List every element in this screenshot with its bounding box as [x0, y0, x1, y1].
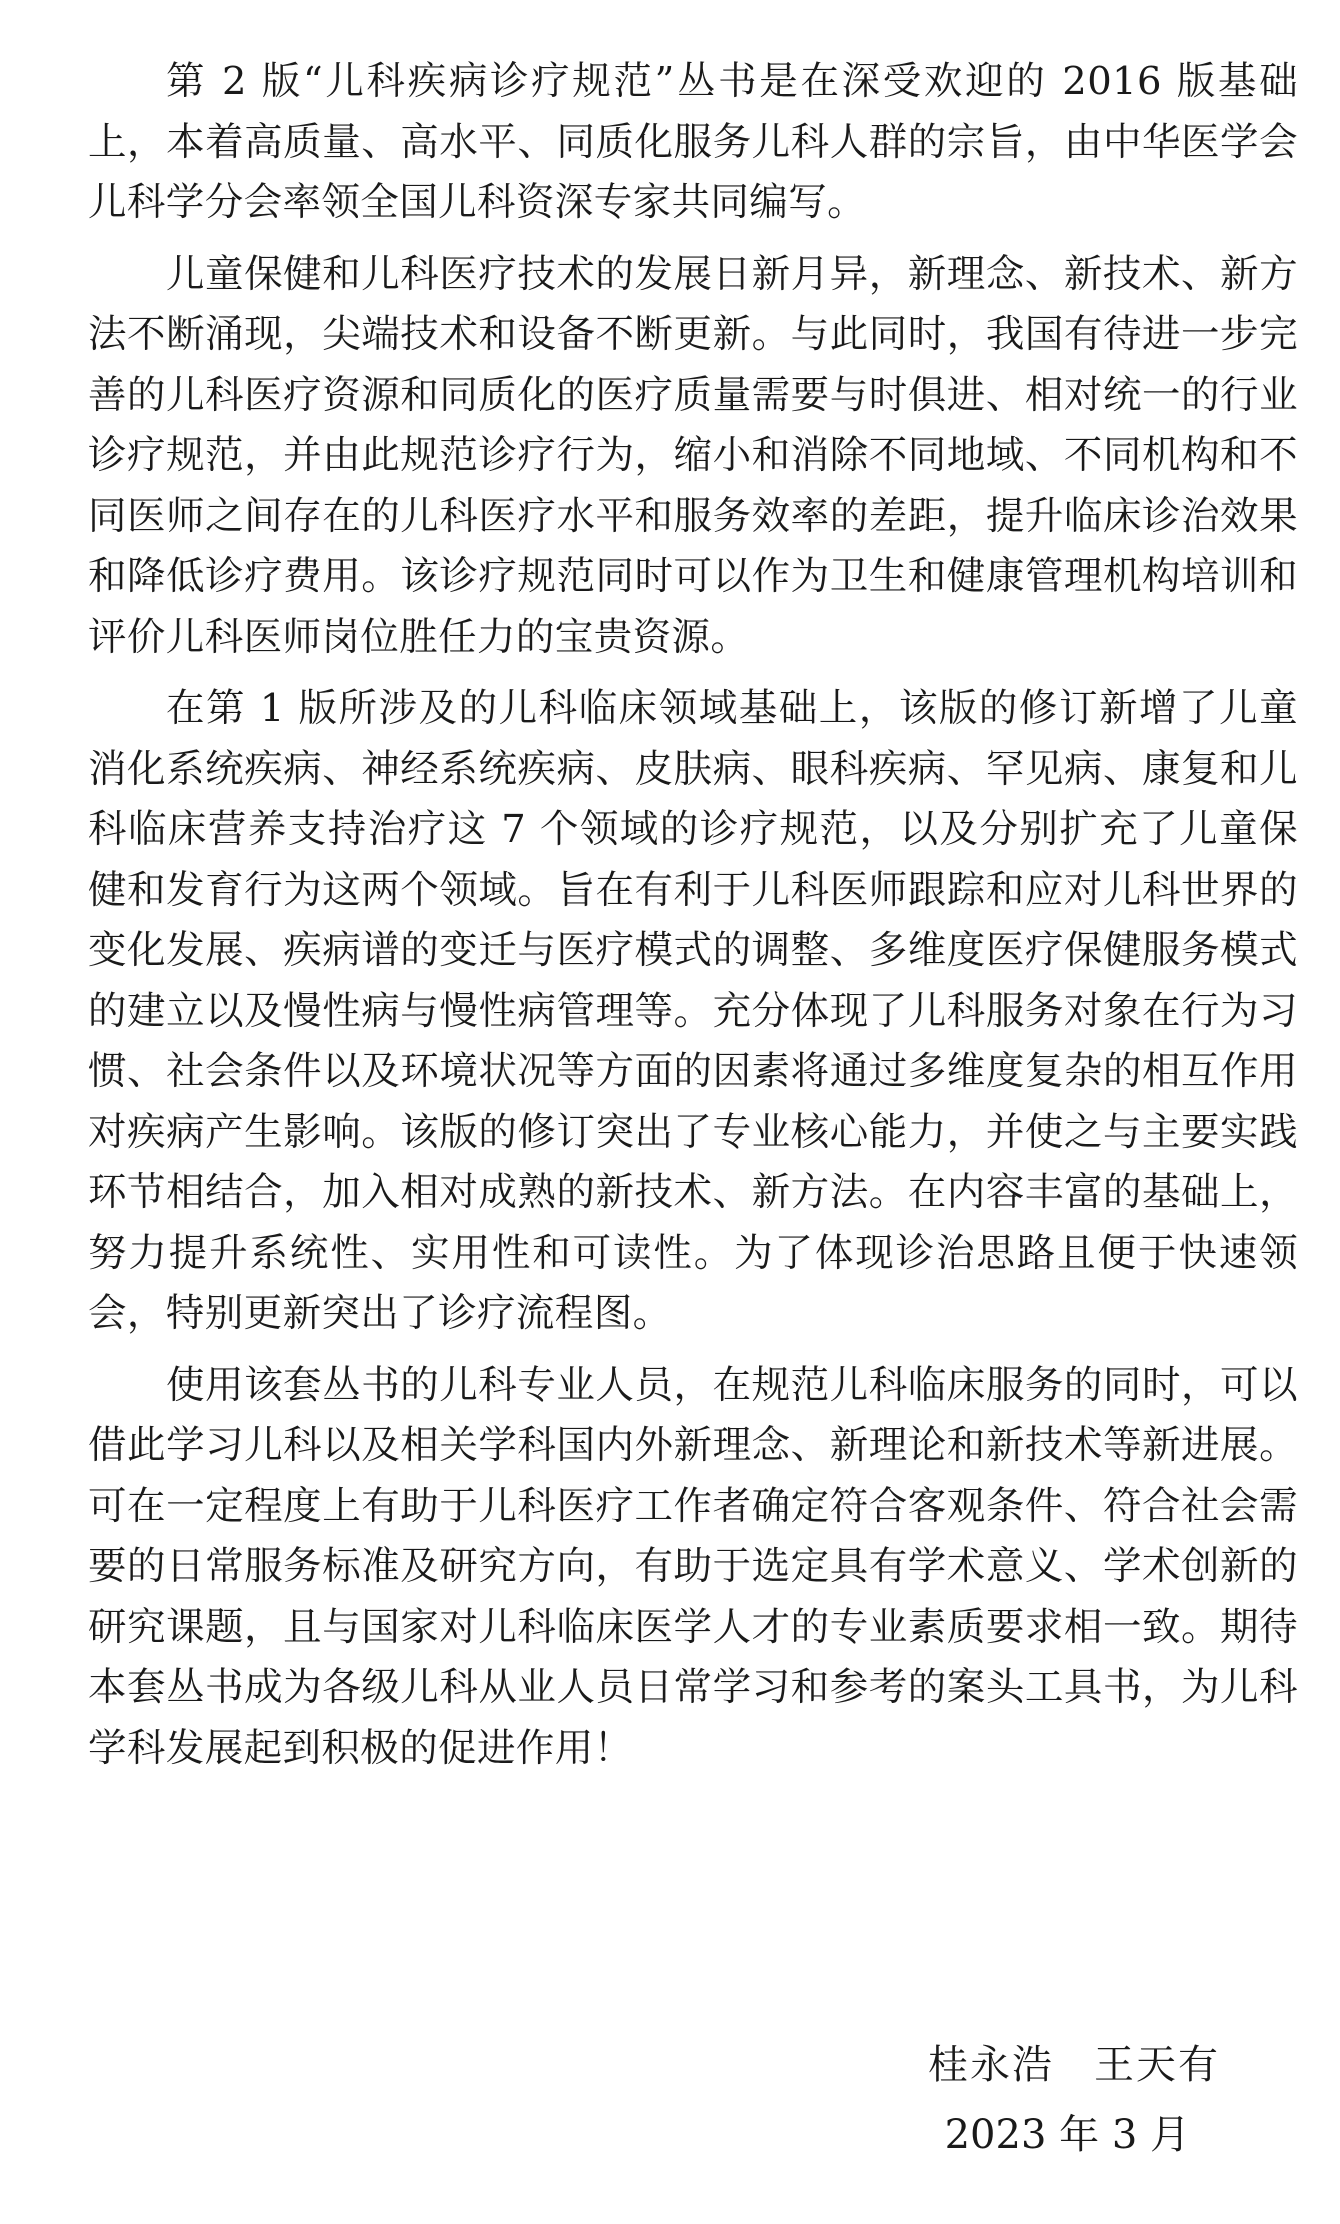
signature-block: [928, 2035, 1220, 2165]
paragraph-1: 第 2 版“儿科疾病诊疗规范”丛书是在深受欢迎的 2016 版基础上，本着高质量、高水平、同质化服务儿科人群的宗旨，由中华医学会儿科学分会率领全国儿科资深专家共同编写。: [88, 59, 1298, 225]
author-name: 桂永浩: [928, 2042, 1054, 2088]
preface-body: [88, 52, 1298, 1790]
signature-date: 2023 年 3 月: [944, 2112, 1190, 2158]
author-names: [928, 2035, 1220, 2095]
paragraph-3: 在第 1 版所涉及的儿科临床领域基础上，该版的修订新增了儿童消化系统疾病、神经系统疾病、皮肤病、眼科疾病、罕见病、康复和儿科临床营养支持治疗这 7 个领域的诊疗规范，以及分别扩充了儿童保健和发育行为这两个领域。旨在有利于儿科医师跟踪和应对儿科世界的变化发展、疾病谱的变迁与医疗模式的调整、多维度医疗保健服务模式的建立以及慢性病与慢性病管理等。充分体现了儿科服务对象在行为习惯、社会条件以及环境状况等方面的因素将通过多维度复杂的相互作用对疾病产生影响。该版的修订突出了专业核心能力，并使之与主要实践环节相结合，加入相对成熟的新技术、新方法。在内容丰富的基础上，努力提升系统性、实用性和可读性。为了体现诊治思路且便于快速领会，特别更新突出了诊疗流程图。: [88, 686, 1298, 1336]
author-name: 王天有: [1094, 2042, 1220, 2088]
paragraph-2: 儿童保健和儿科医疗技术的发展日新月异，新理念、新技术、新方法不断涌现，尖端技术和设备不断更新。与此同时，我国有待进一步完善的儿科医疗资源和同质化的医疗质量需要与时俱进、相对统一的行业诊疗规范，并由此规范诊疗行为，缩小和消除不同地域、不同机构和不同医师之间存在的儿科医疗水平和服务效率的差距，提升临床诊治效果和降低诊疗费用。该诊疗规范同时可以作为卫生和健康管理机构培训和评价儿科医师岗位胜任力的宝贵资源。: [88, 251, 1298, 660]
paragraph-4: 使用该套丛书的儿科专业人员，在规范儿科临床服务的同时，可以借此学习儿科以及相关学科国内外新理念、新理论和新技术等新进展。可在一定程度上有助于儿科医疗工作者确定符合客观条件、符合社会需要的日常服务标准及研究方向，有助于选定具有学术意义、学术创新的研究课题，且与国家对儿科临床医学人才的专业素质要求相一致。期待本套丛书成为各级儿科从业人员日常学习和参考的案头工具书，为儿科学科发展起到积极的促进作用！: [88, 1362, 1298, 1771]
